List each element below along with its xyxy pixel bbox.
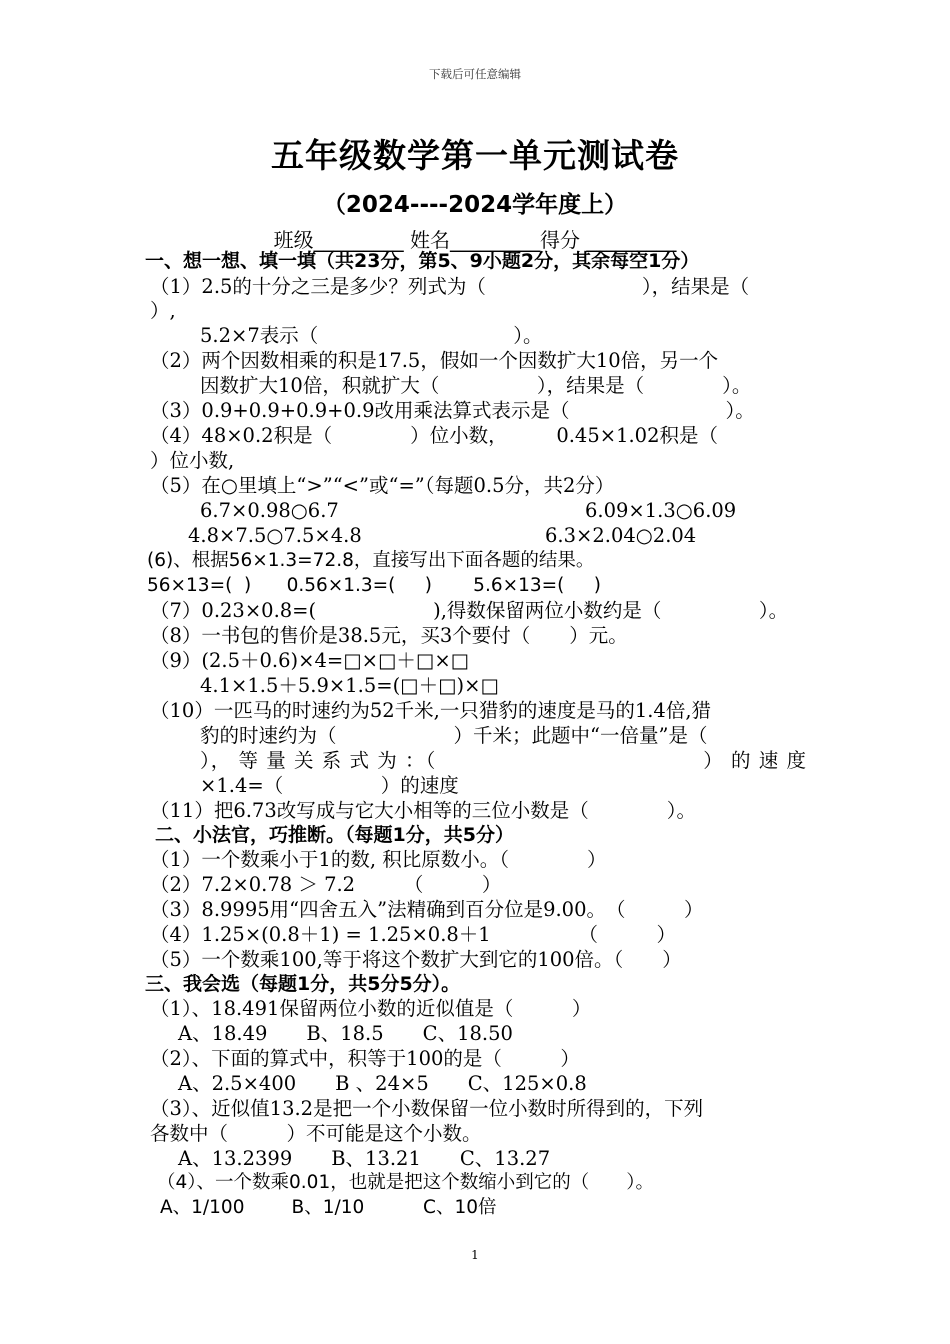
question-line: (6)、根据56×1.3=72.8，直接写出下面各题的结果。 bbox=[147, 550, 595, 571]
question-line: ×1.4=（ ）的速度 bbox=[200, 774, 459, 797]
question-line: （3）0.9+0.9+0.9+0.9改用乘法算式表示是（ ）。 bbox=[150, 399, 755, 422]
choice-options: A、13.2399 B、13.21 C、13.27 bbox=[178, 1147, 551, 1170]
question-line: 5.2×7表示（ ）。 bbox=[200, 324, 543, 347]
choice-options: A、2.5×400 B 、24×5 C、125×0.8 bbox=[178, 1072, 587, 1095]
choice-question: （3）、近似值13.2是把一个小数保留一位小数时所得到的，下列 bbox=[150, 1097, 704, 1120]
choice-options: A、18.49 B、18.5 C、18.50 bbox=[178, 1022, 513, 1045]
compare-item: 6.7×0.98○6.7 bbox=[200, 499, 339, 522]
header-note: 下载后可任意编辑 bbox=[429, 67, 521, 81]
question-line: 56×13=( ) 0.56×1.3=( ) 5.6×13=( ) bbox=[147, 575, 601, 596]
judgement-line: （2）7.2×0.78 ＞ 7.2 （ ） bbox=[150, 873, 502, 896]
choice-question: （4）、一个数乘0.01，也就是把这个数缩小到它的（ ）。 bbox=[157, 1172, 654, 1193]
question-line: ）位小数, bbox=[150, 449, 235, 472]
question-line: ）, bbox=[150, 299, 176, 322]
section2-heading: 二、小法官，巧推断。（每题1分，共5分） bbox=[155, 824, 514, 846]
page-number: 1 bbox=[471, 1248, 479, 1262]
question-line: ）， 等 量 关 系 式 为 ：（ ） 的 速 度 bbox=[200, 749, 806, 772]
compare-item: 6.3×2.04○2.04 bbox=[545, 524, 697, 547]
compare-item: 4.8×7.5○7.5×4.8 bbox=[188, 524, 362, 547]
judgement-line: （1）一个数乘小于1的数, 积比原数小。（ ） bbox=[150, 848, 607, 871]
question-line: （2）两个因数相乘的积是17.5，假如一个因数扩大10倍，另一个 bbox=[150, 349, 719, 372]
question-line: （1）2.5的十分之三是多少？列式为（ ），结果是（ bbox=[150, 275, 750, 298]
compare-item: 6.09×1.3○6.09 bbox=[585, 499, 737, 522]
question-line: （7）0.23×0.8=( ),得数保留两位小数约是（ ）。 bbox=[150, 599, 789, 622]
question-line: （4）48×0.2积是（ ）位小数， 0.45×1.02积是（ bbox=[150, 424, 718, 447]
choice-options: A、1/100 B、1/10 C、10倍 bbox=[160, 1197, 497, 1218]
question-line: （8）一书包的售价是38.5元，买3个要付（ ）元。 bbox=[150, 624, 628, 647]
question-line: 豹的时速约为（ ）千米；此题中“一倍量”是（ bbox=[200, 724, 708, 747]
judgement-line: （4）1.25×(0.8＋1) = 1.25×0.8＋1 （ ） bbox=[150, 923, 676, 946]
question-line: 4.1×1.5＋5.9×1.5=(□＋□)×□ bbox=[200, 674, 499, 697]
choice-question: 各数中（ ）不可能是这个小数。 bbox=[150, 1122, 482, 1145]
question-line: （11）把6.73改写成与它大小相等的三位小数是（ ）。 bbox=[150, 799, 696, 822]
section1-heading: 一、想一想、填一填（共23分，第5、9小题2分，其余每空1分） bbox=[145, 250, 700, 272]
choice-question: （1）、18.491保留两位小数的近似值是（ ） bbox=[150, 997, 592, 1020]
question-line: （10）一匹马的时速约为52千米,一只猎豹的速度是马的1.4倍,猎 bbox=[150, 699, 712, 722]
section3-heading: 三、我会选（每题1分，共5分5分）。 bbox=[145, 973, 461, 995]
question-line: （5）在○里填上“>”“<”或“=”（每题0.5分，共2分） bbox=[150, 474, 615, 497]
page-subtitle: （2024----2024学年度上） bbox=[322, 192, 628, 218]
judgement-line: （5）一个数乘100,等于将这个数扩大到它的100倍。（ ） bbox=[150, 948, 682, 971]
judgement-line: （3）8.9995用“四舍五入”法精确到百分位是9.00。 （ ） bbox=[150, 898, 704, 921]
choice-question: （2）、下面的算式中，积等于100的是（ ） bbox=[150, 1047, 580, 1070]
page-title: 五年级数学第一单元测试卷 bbox=[271, 136, 679, 175]
question-line: 因数扩大10倍，积就扩大（ ），结果是（ ）。 bbox=[200, 374, 752, 397]
question-line: （9）(2.5＋0.6)×4=□×□＋□×□ bbox=[150, 649, 470, 672]
student-info-line: 班级_________ 姓名_________得分 _________ bbox=[273, 228, 677, 252]
